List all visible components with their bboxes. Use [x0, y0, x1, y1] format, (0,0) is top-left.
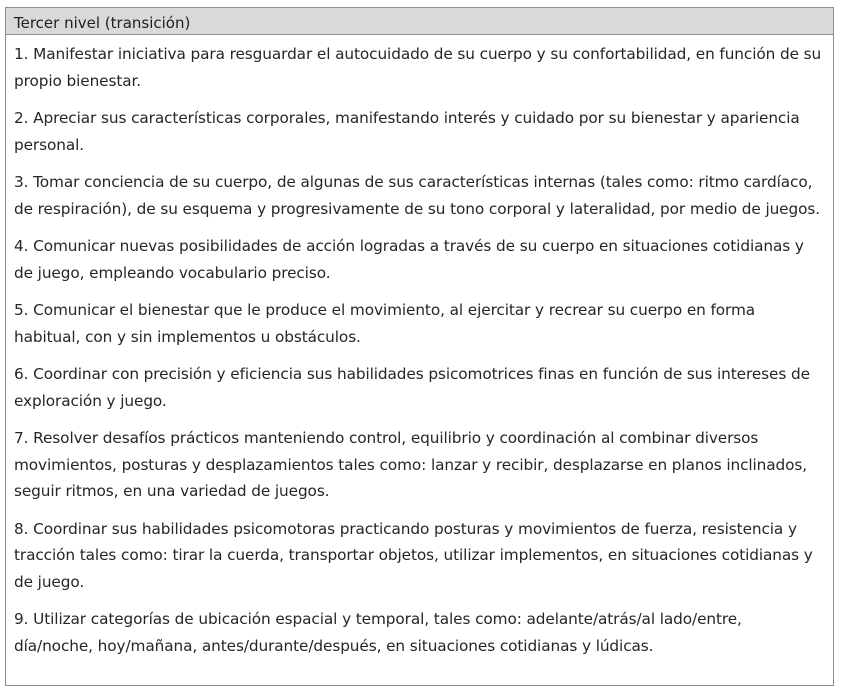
objective-item-8: 8. Coordinar sus habilidades psicomotoras practicando posturas y movimientos de fuerza, resistencia y tracción tales como: tirar la cuerda, transportar objetos, utilizar implementos, en situaciones cotidianas y de juego.: [14, 519, 813, 591]
objective-item-7: 7. Resolver desafíos prácticos manteniendo control, equilibrio y coordinación al combinar diversos movimientos, posturas y desplazamientos tales como: lanzar y recibir, desplazarse en planos inclinados, seguir ritmos, en una variedad de juegos.: [14, 429, 808, 500]
objective-item-3: 3. Tomar conciencia de su cuerpo, de algunas de sus características internas (tales como: ritmo cardíaco, de respiración), de su esquema y progresivamente de su tono corporal y lateralidad, por medio de juegos.: [14, 173, 820, 218]
objective-item-4: 4. Comunicar nuevas posibilidades de acción logradas a través de su cuerpo en situaciones cotidianas y de juego, empleando vocabulario preciso.: [14, 237, 804, 282]
table-body: [6, 35, 833, 659]
objective-item-1: 1. Manifestar iniciativa para resguardar el autocuidado de su cuerpo y su confortabilidad, en función de su propio bienestar.: [14, 45, 822, 90]
table-header-title: Tercer nivel (transición): [14, 14, 191, 32]
objective-item-2: 2. Apreciar sus características corporales, manifestando interés y cuidado por su bienestar y apariencia personal.: [14, 109, 800, 154]
table-header: [6, 8, 833, 35]
objectives-table: [5, 7, 834, 686]
objective-item-9: 9. Utilizar categorías de ubicación espacial y temporal, tales como: adelante/atrás/al lado/entre, día/noche, hoy/mañana, antes/durante/después, en situaciones cotidianas y lúdicas.: [14, 610, 742, 655]
objective-item-6: 6. Coordinar con precisión y eficiencia sus habilidades psicomotrices finas en función de sus intereses de exploración y juego.: [14, 365, 810, 410]
objective-item-5: 5. Comunicar el bienestar que le produce el movimiento, al ejercitar y recrear su cuerpo en forma habitual, con y sin implementos u obstáculos.: [14, 301, 756, 346]
